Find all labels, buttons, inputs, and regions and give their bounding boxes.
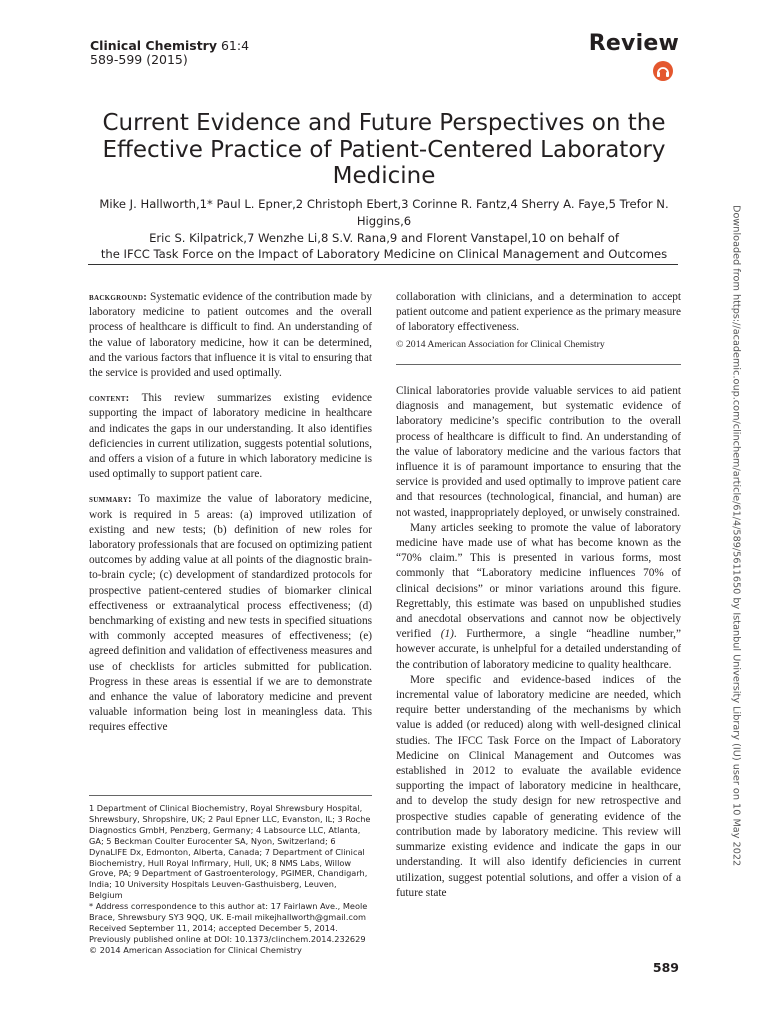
summary-heading: summary:: [89, 494, 132, 506]
doi-note: Previously published online at DOI: 10.1373/clinchem.2014.232629: [89, 933, 366, 944]
abstract-content: [89, 391, 372, 482]
journal-name: Clinical Chemistry: [90, 38, 217, 53]
body-paragraph: Clinical laboratories provide valuable services to aid patient diagnosis and management, but systematic evidence of laboratory medicine’s specific contribution to the overall process of healthcare is difficult to find. An understanding of the value of laboratory medicine and the various factors that influence it is of paramount importance to ensuring that the service is provided and used optimally to improve patient care and that resources (technological, financial, and human) are not wasted, inappropriately deployed, or unwisely constrained.: [396, 385, 681, 519]
article-title: Current Evidence and Future Perspectives on the Effective Practice of Patient-Centered Laboratory Medicine: [102, 110, 666, 189]
download-notice: Downloaded from https://academic.oup.com/clinchem/article/61/4/589/5611650 by Istanbul University Library (IU) user on 10 May 2022: [730, 205, 742, 867]
paragraph-text: Many articles seeking to promote the value of laboratory medicine have made use of what has become known as the “70% claim.” This is presented in various forms, most commonly that “Laboratory medicine influences 70% of clinical decisions” or minor variations around this figure. Regrettably, this estimate was based on unpublished studies and anecdotal observations and cannot now be objectively verified: [396, 521, 681, 641]
journal-volume: 61:4: [220, 38, 250, 53]
summary-text: To maximize the value of laboratory medicine, work is required in 5 areas: (a) improved utilization of existing and new tests; (b) definition of new roles for laboratory professionals that are focused on optimizing patient outcomes by adding value at all points of the diagnostic brain-to-brain cycle; (c) development of standardized protocols for prospective patient-centered studies of biomarker clinical effectiveness or extraanalytical process effectiveness; (d) benchmarking of existing and new tests in specified situations with commonly accepted measures of effectiveness; (e) agreed definition and validation of effectiveness measures and use of checklists for articles submitted for publication. Progress in these areas is essential if we are to demonstrate and enhance the value of laboratory medicine and prevent valuable information being lost in meaningless data. This requires effective: [89, 493, 373, 734]
body-text: [396, 384, 681, 901]
download-sidebar: [724, 205, 748, 985]
open-access-icon: [652, 60, 674, 82]
abstract-background: [89, 290, 372, 381]
affiliations-footnote: 1 Department of Clinical Biochemistry, Royal Shrewsbury Hospital, Shrewsbury, Shropshire, UK; 2 Paul Epner LLC, Evanston, IL; 3 Roche Diagnostics GmbH, Penzberg, Germany; 4 Labsource LLC, Atlanta, GA; 5 Beckman Coulter Eurocenter SA, Nyon, Switzerland; 6 DynaLIFE Dx, Edmonton, Alberta, Canada; 7 Department of Clinical Biochemistry, Hull Royal Infirmary, Hull, UK; 8 NMS Labs, Willow Grove, PA; 9 Department of Gastroenterology, PGIMER, Chandigarh, India; 10 University Hospitals Leuven-Gasthuisberg, Leuven, Belgium: [89, 803, 371, 901]
journal-citation: [90, 39, 249, 67]
article-type-label: Review: [588, 31, 679, 56]
journal-pages: 589-599 (2015): [90, 52, 188, 67]
content-heading: content:: [89, 393, 130, 405]
received-date: Received September 11, 2014; accepted December 5, 2014.: [89, 922, 338, 933]
content-text: This review summarizes existing evidence supporting the impact of laboratory medicine in healthcare and indicates the gaps in our understanding. It also identifies deficiencies in current utilization, suggests potential solutions, and offers a vision of a future in which laboratory medicine is used optimally to support patient care.: [89, 392, 372, 481]
footnotes: [89, 803, 372, 956]
abstract-divider: [396, 364, 681, 365]
reference-citation[interactable]: (1): [440, 628, 454, 641]
summary-continuation: collaboration with clinicians, and a determination to accept patient outcome and patient experience as the primary measure of laboratory effectiveness.: [396, 291, 681, 334]
author-line-3: the IFCC Task Force on the Impact of Laboratory Medicine on Clinical Management and Outcomes: [100, 247, 668, 262]
abstract-summary: [89, 492, 372, 735]
footnote-copyright: © 2014 American Association for Clinical Chemistry: [89, 944, 302, 955]
footnote-divider: [89, 795, 372, 796]
background-text: Systematic evidence of the contribution made by laboratory medicine to patient outcomes and the overall process of healthcare is difficult to find. An understanding of the value of laboratory medicine, how it can be determined, and the various factors that influence it is vital to ensuring that the service is provided and used optimally.: [89, 291, 373, 380]
body-paragraph: [396, 521, 681, 673]
paragraph-text: . Furthermore, a single “headline number,” however accurate, is unhelpful for a detailed understanding of the contribution of laboratory medicine to quality healthcare.: [396, 628, 681, 671]
author-line-1: Mike J. Hallworth,1* Paul L. Epner,2 Christoph Ebert,3 Corinne R. Fantz,4 Sherry A. Faye,5 Trefor N. Higgins,6: [99, 197, 669, 228]
body-paragraph: More specific and evidence-based indices of the incremental value of laboratory medicine are needed, which require better understanding of the mechanisms by which value is added (or reduced) along with well-designed clinical studies. The IFCC Task Force on the Impact of Laboratory Medicine on Clinical Management and Outcomes was established in 2012 to evaluate the available evidence supporting the impact of laboratory medicine in healthcare, and to develop the study design for new retrospective and prospective studies capable of generating evidence of the contribution made by laboratory medicine. This review will summarize existing evidence and indicate the gaps in our understanding. It will also identify deficiencies in current utilization, suggest potential solutions, and offer a vision of a future state: [396, 673, 681, 899]
abstract-column: [89, 290, 372, 736]
abstract-continuation: [396, 290, 681, 352]
background-heading: background:: [89, 292, 147, 303]
page-number: 589: [652, 960, 679, 975]
abstract-copyright: © 2014 American Association for Clinical Chemistry: [396, 338, 605, 350]
header-divider: [88, 264, 678, 265]
author-list: [84, 196, 684, 263]
author-line-2: Eric S. Kilpatrick,7 Wenzhe Li,8 S.V. Rana,9 and Florent Vanstapel,10 on behalf of: [149, 230, 619, 245]
correspondence-footnote: * Address correspondence to this author at: 17 Fairlawn Ave., Meole Brace, Shrewsbury SY3 9QQ, UK. E-mail mikejhallworth@gmail.com: [89, 901, 368, 923]
